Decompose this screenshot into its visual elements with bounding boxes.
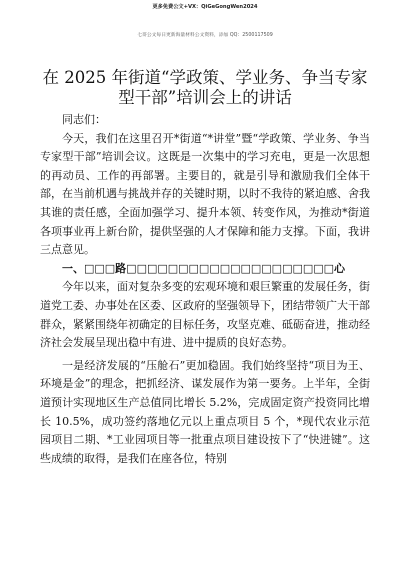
promo-subline: 七哥公文每日更新海量材料公文资料，添加 QQ：2500117509 (137, 33, 273, 38)
salutation: 同志们： (62, 113, 106, 126)
paragraph-economy: 一是经济发展的“压舱石”更加稳固。我们始终坚持“项目为王、环境是金”的理念，把抓经济、谋发展作为第一要务。上半年，全街道预计实现地区生产总值同比增长 5.2%，完成固定资产投资同比增长 10.5%，成功签约落地亿元以上重点项目 5 个，*现代农业示范园项目二期、*工业园项目等一批重点项目建设按下了“快进键”。这些成绩的取得，是我们在座各位，特别 (40, 358, 370, 465)
promo-banner: 更多免费公文+VX：QiGeGongWen2024 (152, 4, 258, 10)
document-body (40, 111, 370, 468)
paragraph-intro: 今天，我们在这里召开*街道“*讲堂”暨“学政策、学业务、争当专家型干部”培训会议。这既是一次集中的学习充电，更是一次思想的再动员、工作的再部署。主要目的，就是引导和激励我们全体干部，在当前机遇与挑战并存的关键时期，以时不我待的紧迫感、舍我其谁的责任感，全面加强学习、提升本领、转变作风，为推动*街道各项事业再上新台阶，提供坚强的人才保障和能力支撑。下面，我讲三点意见。 (40, 131, 370, 257)
paragraph-summary: 今年以来，面对复杂多变的宏观环境和艰巨繁重的发展任务，街道党工委、办事处在区委、区政府的坚强领导下，团结带领广大干部群众，紧紧围绕年初确定的目标任务，攻坚克难、砥砺奋进，推动经济社会发展呈现出稳中有进、进中提质的良好态势。 (40, 280, 370, 350)
document-title: 在 2025 年街道“学政策、学业务、争当专家型干部”培训会上的讲话 (42, 68, 368, 107)
section-heading-1: 一、□□□路□□□□□□□□□□□□□□□□□□□□心 (62, 261, 346, 275)
